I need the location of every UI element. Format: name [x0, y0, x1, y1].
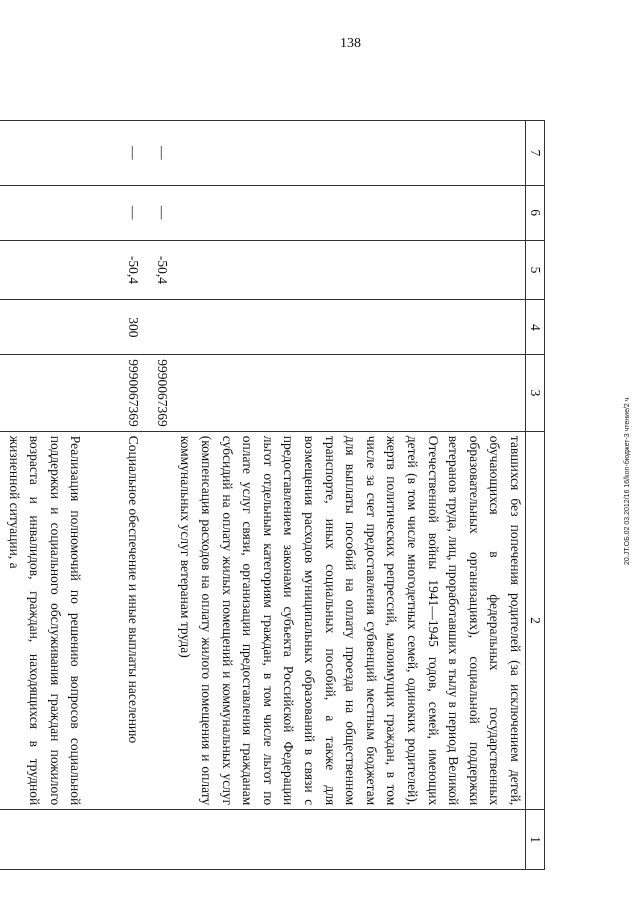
cell-col5: -50,4 [94, 240, 152, 300]
cell-col6 [0, 185, 94, 240]
page-number: 138 [340, 36, 361, 51]
rotated-table-stage [6, 120, 545, 870]
cell-col7: — [94, 121, 152, 186]
header-col-6: 6 [526, 185, 545, 240]
cell-col1 [152, 810, 526, 870]
cell-col4 [152, 300, 526, 355]
cell-col6: — [94, 185, 152, 240]
header-col-7: 7 [526, 121, 545, 186]
cell-col3: 9990067369 [152, 355, 526, 432]
header-col-1: 1 [526, 810, 545, 870]
budget-table [0, 120, 545, 870]
cell-col5 [0, 240, 94, 300]
table-row [94, 121, 152, 870]
header-col-5: 5 [526, 240, 545, 300]
cell-col7 [0, 121, 94, 186]
header-col-2: 2 [526, 431, 545, 809]
side-stamp: 20.JT.ОБ.02 03.2012/16 16/kon-бюджет-3 чтение/2 ч [624, 397, 631, 565]
cell-description: Реализация полномочий по решению вопросов социальной поддержки и социального обслуживания граждан пожилого возраста и инвалидов, граждан, находящихся в трудной жизненной ситуации, а [0, 431, 94, 809]
cell-col3: 9990067369 [94, 355, 152, 432]
cell-col1 [0, 810, 94, 870]
cell-description: тавшихся без попечения родителей (за исключением детей, обучающихся в федеральных государственных образовательных организациях), социальной поддержки ветеранов труда, лиц, проработавших в тылу в период Великой Отечественной войны 1941—1945 годов, семей, имеющих детей (в том числе многодетных семей, одиноких родителей), жертв политических репрессий, малоимущих граждан, в том числе за счет предоставления субвенций местным бюджетам для выплаты пособий на оплату проезда на общественном транспорте, иных социальных пособий, а также для возмещения расходов муниципальных образований в связи с предоставлением законами субъекта Российской Федерации льгот отдельным категориям граждан, в том числе льгот по оплате услуг связи, организации предоставления гражданам субсидий на оплату жилых помещений и коммунальных услуг (компенсация расходов на оплату жилого помещения и оплату коммунальных услуг ветеранам труда) [152, 431, 526, 809]
cell-description: Социальное обеспечение и иные выплаты населению [94, 431, 152, 809]
cell-col4 [0, 300, 94, 355]
header-col-3: 3 [526, 355, 545, 432]
cell-col6: — [152, 185, 526, 240]
cell-col7: — [152, 121, 526, 186]
cell-col5: -50,4 [152, 240, 526, 300]
table-row [0, 121, 94, 870]
header-row [526, 121, 545, 870]
cell-col1 [94, 810, 152, 870]
table-row [152, 121, 526, 870]
header-col-4: 4 [526, 300, 545, 355]
cell-col3 [0, 355, 94, 432]
cell-col4: 300 [94, 300, 152, 355]
